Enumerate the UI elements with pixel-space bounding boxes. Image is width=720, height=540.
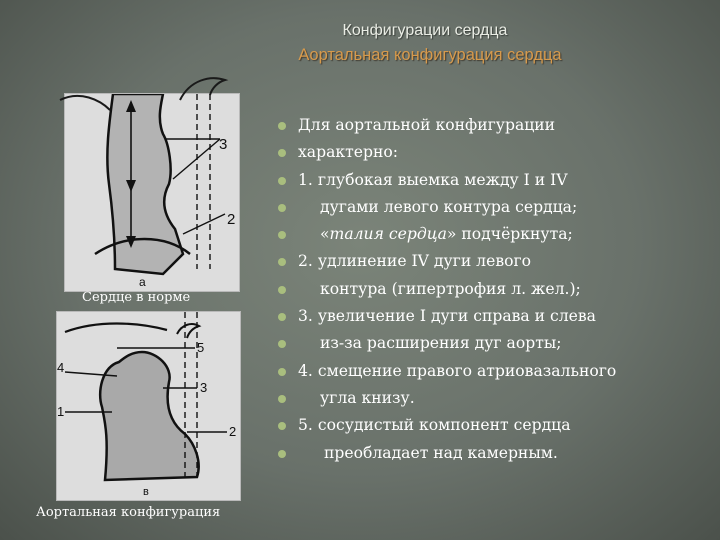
bullet-dot-icon (278, 450, 286, 458)
slide-subtitle: Аортальная конфигурация сердца (298, 46, 562, 64)
bullet-text: Для аортальной конфигурации (298, 116, 556, 134)
bullet-dot-icon (278, 368, 286, 376)
bullet-text-italic: талия сердца (329, 225, 447, 244)
bullet-item (276, 330, 616, 357)
figure-aortic-label-1: 1 (57, 404, 65, 419)
bullet-dot-icon (278, 422, 286, 430)
figure-aortic-label-3: 3 (200, 380, 208, 395)
bullet-dot-icon (278, 286, 286, 294)
figure-aortic-heart (56, 311, 241, 501)
bullet-text: контура (гипертрофия л. жел.); (320, 279, 581, 298)
bullet-item (276, 440, 616, 467)
bullet-item (276, 167, 616, 194)
bullet-item (276, 248, 616, 275)
bullet-text: угла книзу. (320, 388, 415, 407)
bullet-dot-icon (278, 177, 286, 185)
bullet-text: дугами левого контура сердца; (320, 197, 578, 216)
caption-aortic: Аортальная конфигурация (36, 505, 221, 520)
bullet-text: 3. увеличение I дуги справа и слева (298, 307, 596, 326)
bullet-text: преобладает над камерным. (324, 443, 558, 462)
bullet-item (276, 194, 616, 221)
bullet-item (276, 112, 616, 139)
bullet-text: из-за расширения дуг аорты; (320, 334, 562, 353)
bullet-text-pre: « (320, 225, 330, 244)
caption-normal: Сердце в норме (82, 290, 191, 305)
bullet-item (276, 385, 616, 412)
bullet-text: 1. глубокая выемка между I и IV (298, 170, 568, 189)
bullet-dot-icon (278, 122, 286, 130)
figure-aortic-label-4: 4 (57, 360, 65, 375)
bullet-text: 2. удлинение IV дуги левого (298, 252, 532, 271)
figure-normal-letter: а (139, 275, 146, 289)
bullet-item (276, 412, 616, 439)
figure-aortic-letter: в (143, 486, 149, 498)
bullet-dot-icon (278, 231, 286, 239)
bullet-dot-icon (278, 258, 286, 266)
bullet-text: 5. сосудистый компонент сердца (298, 416, 571, 435)
bullet-item (276, 303, 616, 330)
bullet-dot-icon (278, 204, 286, 212)
bullet-text-post: » подчёркнута; (446, 225, 573, 244)
figure-normal-label-2: 2 (227, 211, 236, 228)
bullet-text: 4. смещение правого атриовазального (298, 361, 617, 380)
bullet-item (276, 139, 616, 166)
bullet-item (276, 358, 616, 385)
figure-normal-label-3: 3 (219, 136, 228, 153)
heart-silhouette-aortic (100, 352, 199, 480)
slide-title: Конфигурации сердца (342, 22, 508, 39)
bullet-dot-icon (278, 340, 286, 348)
figure-aortic-label-5: 5 (197, 340, 205, 355)
bullet-dot-icon (278, 149, 286, 157)
bullet-list (276, 112, 616, 467)
background-arcs (40, 60, 260, 130)
bullet-item (276, 276, 616, 303)
bullet-text: характерно: (298, 143, 398, 162)
bullet-dot-icon (278, 395, 286, 403)
figure-aortic-label-2: 2 (229, 424, 237, 439)
bullet-item (276, 221, 616, 248)
bullet-dot-icon (278, 313, 286, 321)
